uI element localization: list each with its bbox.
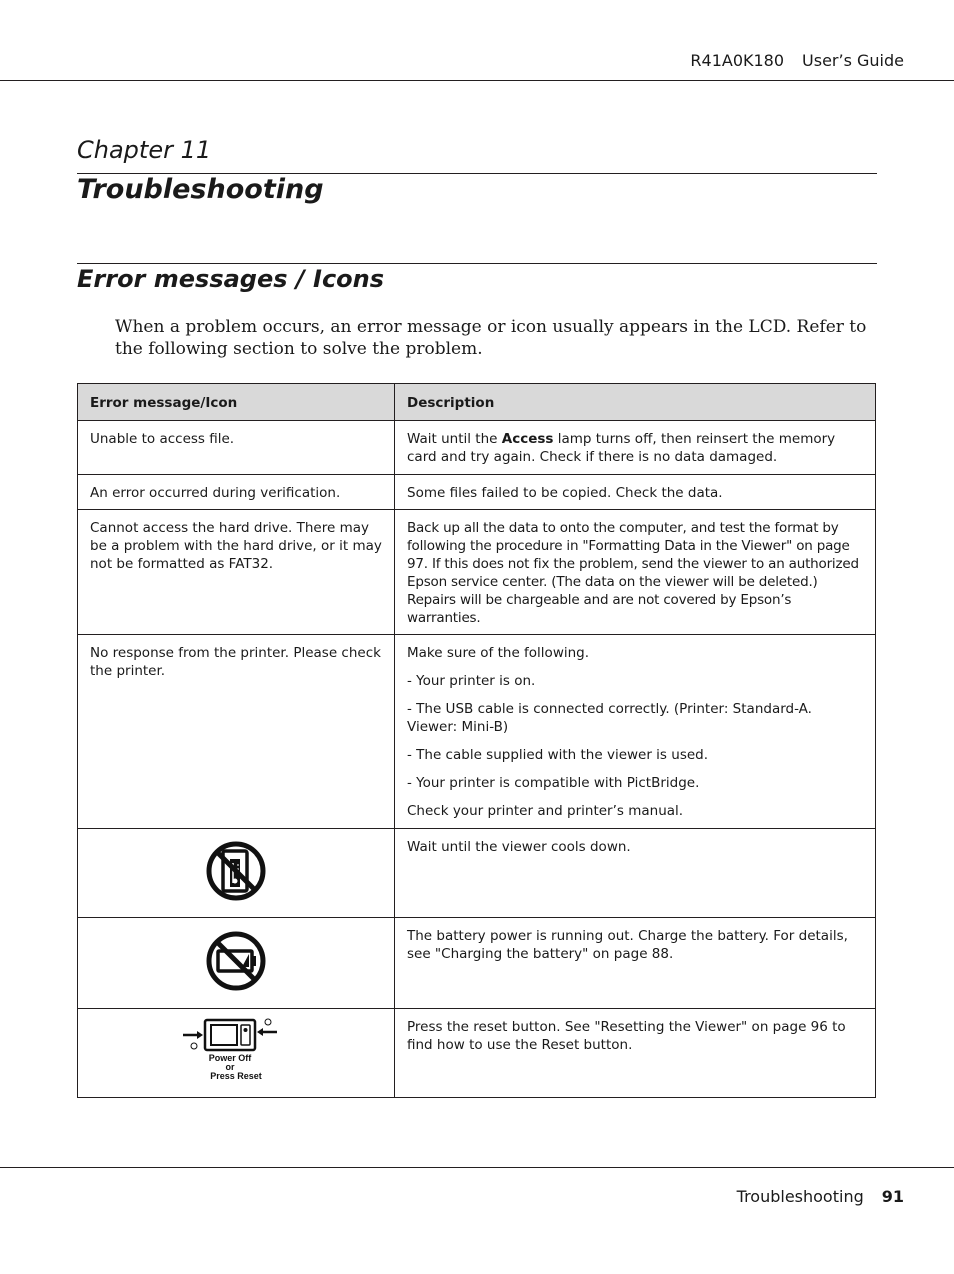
section-title: Error messages / Icons bbox=[77, 265, 385, 293]
description-line: - The USB cable is connected correctly. (Printer: Standard-A. Viewer: Mini-B) bbox=[407, 701, 812, 735]
section-rule bbox=[77, 263, 877, 264]
error-message: Cannot access the hard drive. There may be a problem with the hard drive, or it may not be formatted as FAT32. bbox=[78, 510, 395, 635]
intro-paragraph: When a problem occurs, an error message or icon usually appears in the LCD. Refer to the following section to solve the problem. bbox=[115, 317, 867, 359]
table-row bbox=[78, 918, 876, 1009]
description-line: Check your printer and printer’s manual. bbox=[407, 803, 684, 819]
icon-caption-power-off: Power Off bbox=[208, 1052, 252, 1063]
error-description: Press the reset button. See "Resetting the Viewer" on page 96 to find how to use the Reset button. bbox=[395, 1009, 876, 1098]
description-line: - Your printer is on. bbox=[407, 673, 536, 689]
desc-text: Wait until the bbox=[407, 431, 502, 447]
guide-name: User’s Guide bbox=[802, 51, 904, 70]
error-description bbox=[395, 635, 876, 829]
description-line: Make sure of the following. bbox=[407, 645, 590, 661]
error-description: Back up all the data to onto the computer, and test the format by following the procedure in "Formatting Data in the Viewer" on page 97. If this does not fix the problem, send the viewer to an authorized Epson service center. (The data on the viewer will be deleted.) Repairs will be chargeable and are not covered by Epson’s warranties. bbox=[395, 510, 876, 635]
error-message: Unable to access file. bbox=[78, 421, 395, 475]
temperature-prohibited-icon bbox=[204, 839, 268, 903]
battery-low-prohibited-icon bbox=[204, 929, 268, 993]
table-row bbox=[78, 475, 876, 510]
error-description: The battery power is running out. Charge the battery. For details, see "Charging the battery" on page 88. bbox=[395, 918, 876, 1009]
description-line: - The cable supplied with the viewer is used. bbox=[407, 747, 709, 763]
table-row bbox=[78, 510, 876, 635]
error-icon-cell bbox=[78, 1009, 395, 1098]
icon-caption-press-reset: Press Reset bbox=[210, 1070, 262, 1081]
page-footer bbox=[737, 1187, 904, 1206]
error-description: Wait until the viewer cools down. bbox=[395, 829, 876, 918]
footer-section-name: Troubleshooting bbox=[736, 1187, 864, 1206]
table-row bbox=[78, 421, 876, 475]
table-header-row bbox=[78, 384, 876, 421]
error-message: An error occurred during verification. bbox=[78, 475, 395, 510]
error-table bbox=[77, 383, 876, 1098]
error-description bbox=[395, 421, 876, 475]
table-row bbox=[78, 829, 876, 918]
doc-code: R41A0K180 bbox=[690, 51, 785, 70]
error-icon-cell bbox=[78, 918, 395, 1009]
column-header-message: Error message/Icon bbox=[78, 384, 395, 421]
table-row bbox=[78, 1009, 876, 1098]
power-off-reset-icon bbox=[181, 1016, 291, 1086]
header-rule bbox=[0, 80, 954, 81]
page-number: 91 bbox=[881, 1187, 904, 1206]
icon-caption-or: or bbox=[225, 1061, 235, 1072]
error-description: Some files failed to be copied. Check the data. bbox=[395, 475, 876, 510]
error-message: No response from the printer. Please check the printer. bbox=[78, 635, 395, 829]
table-row bbox=[78, 635, 876, 829]
chapter-title: Troubleshooting bbox=[77, 174, 324, 205]
access-lamp-term: Access bbox=[501, 431, 554, 447]
error-icon-cell bbox=[78, 829, 395, 918]
desc-text: lamp turns off, then reinsert the memory card and try again. Check if there is no data damaged. bbox=[407, 431, 836, 465]
column-header-description: Description bbox=[395, 384, 876, 421]
footer-rule bbox=[0, 1167, 954, 1168]
description-line: - Your printer is compatible with PictBridge. bbox=[407, 775, 700, 791]
page-header bbox=[690, 51, 904, 70]
chapter-label: Chapter 11 bbox=[77, 136, 212, 164]
